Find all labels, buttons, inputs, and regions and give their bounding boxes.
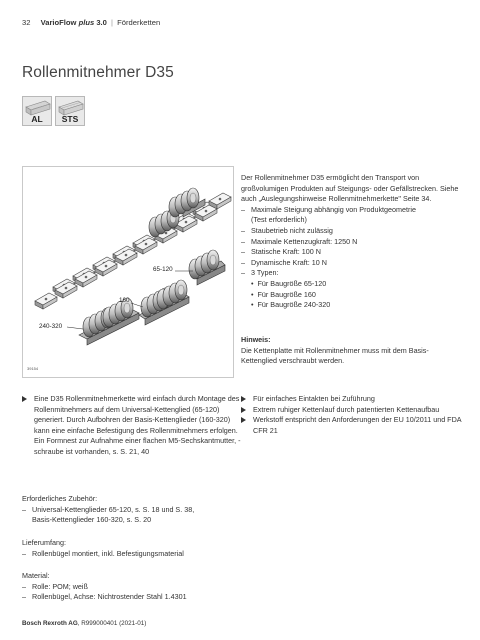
badge-sts: [55, 96, 85, 126]
intro-item-cont: (Test erforderlich): [251, 215, 307, 225]
material-item: – Rollenbügel, Achse: Nichtrostender Stahl 1.4301: [22, 592, 187, 602]
header-separator: |: [111, 18, 113, 27]
intro-item: – 3 Typen:: [241, 268, 279, 278]
delivery-heading: Lieferumfang:: [22, 538, 66, 547]
intro-item-text: Maximale Steigung abhängig von Produktgeometrie: [251, 204, 417, 214]
accessories-block: [22, 494, 262, 526]
intro-item: – Maximale Steigung abhängig von Produktgeometrie: [241, 204, 417, 214]
intro-item-text: Staubetrieb nicht zulässig: [251, 225, 333, 235]
note-text: Die Kettenplatte mit Rollenmitnehmer muss mit dem Basis-Kettenglied verschraubt werden.: [241, 345, 429, 366]
badge-al-label: AL: [31, 114, 43, 124]
roller-chain-illustration: [23, 167, 233, 377]
intro-item-text: Statische Kraft: 100 N: [251, 247, 321, 257]
arrow-bullet-icon: [241, 417, 246, 423]
callout-240-320: 240-320: [39, 323, 63, 330]
intro-item: – Dynamische Kraft: 10 N: [241, 257, 327, 267]
material-heading: Material:: [22, 571, 50, 580]
type-item: • Für Baugröße 240-320: [251, 300, 331, 310]
material-item-text: Rolle: POM; weiß: [32, 581, 88, 591]
figure-id: 39154: [27, 366, 39, 371]
material-block: [22, 571, 262, 603]
intro-paragraph: Der Rollenmitnehmer D35 ermöglicht den Transport von großvolumigen Produkten auf Steigungs- oder Gefällstrecken. Siehe auch „Auslegungshinweise Rollenmitnehmerkette" Seite 34.: [241, 173, 459, 204]
intro-item: – Staubetrieb nicht zulässig: [241, 225, 333, 235]
footer-doc: R999000401 (2021-01): [81, 620, 147, 627]
badge-al: [22, 96, 52, 126]
callout-160: 160: [119, 297, 130, 304]
accessories-heading: Erforderliches Zubehör:: [22, 494, 98, 503]
feature-item: [241, 405, 463, 416]
intro-item-text: 3 Typen:: [251, 268, 279, 278]
product-name-text: VarioFlow: [40, 18, 77, 27]
page-footer: Bosch Rexroth AG, R999000401 (2021-01): [22, 620, 147, 627]
note-block: [241, 335, 461, 367]
description-text: Eine D35 Rollenmitnehmerkette wird einfach durch Montage des Rollenmitnehmers auf dem Universal-Kettenglied (65-120) generiert. Durch Aufbohren der Basis-Kettenglieder (160-320) kann eine einfache Befestigung des Rollenmitnehmers erfolgen. Ein Formnest zur Aufnahme einer flachen M5-Sechskantmutter, -schraube ist vorhanden, s. S. 21, 40: [34, 394, 241, 456]
feature-item: [241, 394, 463, 405]
page-title: Rollenmitnehmer D35: [22, 64, 174, 81]
delivery-item-text: Rollenbügel montiert, inkl. Befestigungsmaterial: [32, 548, 184, 558]
note-heading: Hinweis:: [241, 335, 271, 344]
feature-text: Extrem ruhiger Kettenlauf durch patentierten Kettenaufbau: [253, 404, 440, 414]
feature-text: Werkstoff entspricht den Anforderungen der EU 10/2011 und FDA CFR 21: [253, 415, 462, 435]
type-item: • Für Baugröße 65-120: [251, 278, 327, 288]
intro-item: – Maximale Kettenzugkraft: 1250 N: [241, 236, 358, 246]
product-suffix: plus: [78, 18, 95, 27]
badge-sts-label: STS: [61, 114, 79, 124]
material-item: – Rolle: POM; weiß: [22, 581, 88, 591]
intro-item-text: Dynamische Kraft: 10 N: [251, 257, 327, 267]
callout-65-120: 65-120: [153, 266, 173, 273]
product-name: [41, 18, 107, 27]
product-version: 3.0: [96, 18, 107, 27]
type-item-text: Für Baugröße 65-120: [257, 278, 327, 288]
intro-block: [241, 173, 461, 311]
type-item-text: Für Baugröße 240-320: [257, 300, 331, 310]
footer-company: Bosch Rexroth AG: [22, 620, 78, 627]
section-name: Förderketten: [117, 18, 161, 27]
description-block: [22, 394, 246, 458]
arrow-bullet-icon: [22, 396, 27, 402]
delivery-item: – Rollenbügel montiert, inkl. Befestigungsmaterial: [22, 548, 184, 558]
feature-text: Für einfaches Eintakten bei Zuführung: [253, 394, 375, 403]
product-figure: [22, 166, 234, 378]
type-item-text: Für Baugröße 160: [257, 289, 316, 299]
accessories-item-cont: Basis-Kettenglieder 160-320, s. S. 20: [32, 515, 152, 525]
feature-item: [241, 415, 463, 436]
features-list: [241, 394, 463, 436]
accessories-item-text: Universal-Kettenglieder 65-120, s. S. 18 und S. 38,: [32, 504, 195, 514]
delivery-block: [22, 538, 262, 559]
type-item: • Für Baugröße 160: [251, 289, 316, 299]
arrow-bullet-icon: [241, 407, 246, 413]
page-header: [22, 18, 160, 27]
page-number: 32: [22, 18, 31, 27]
intro-item: – Statische Kraft: 100 N: [241, 247, 321, 257]
arrow-bullet-icon: [241, 396, 246, 402]
intro-item-text: Maximale Kettenzugkraft: 1250 N: [251, 236, 358, 246]
material-item-text: Rollenbügel, Achse: Nichtrostender Stahl 1.4301: [32, 592, 187, 602]
accessories-item: – Universal-Kettenglieder 65-120, s. S. 18 und S. 38,: [22, 504, 195, 514]
